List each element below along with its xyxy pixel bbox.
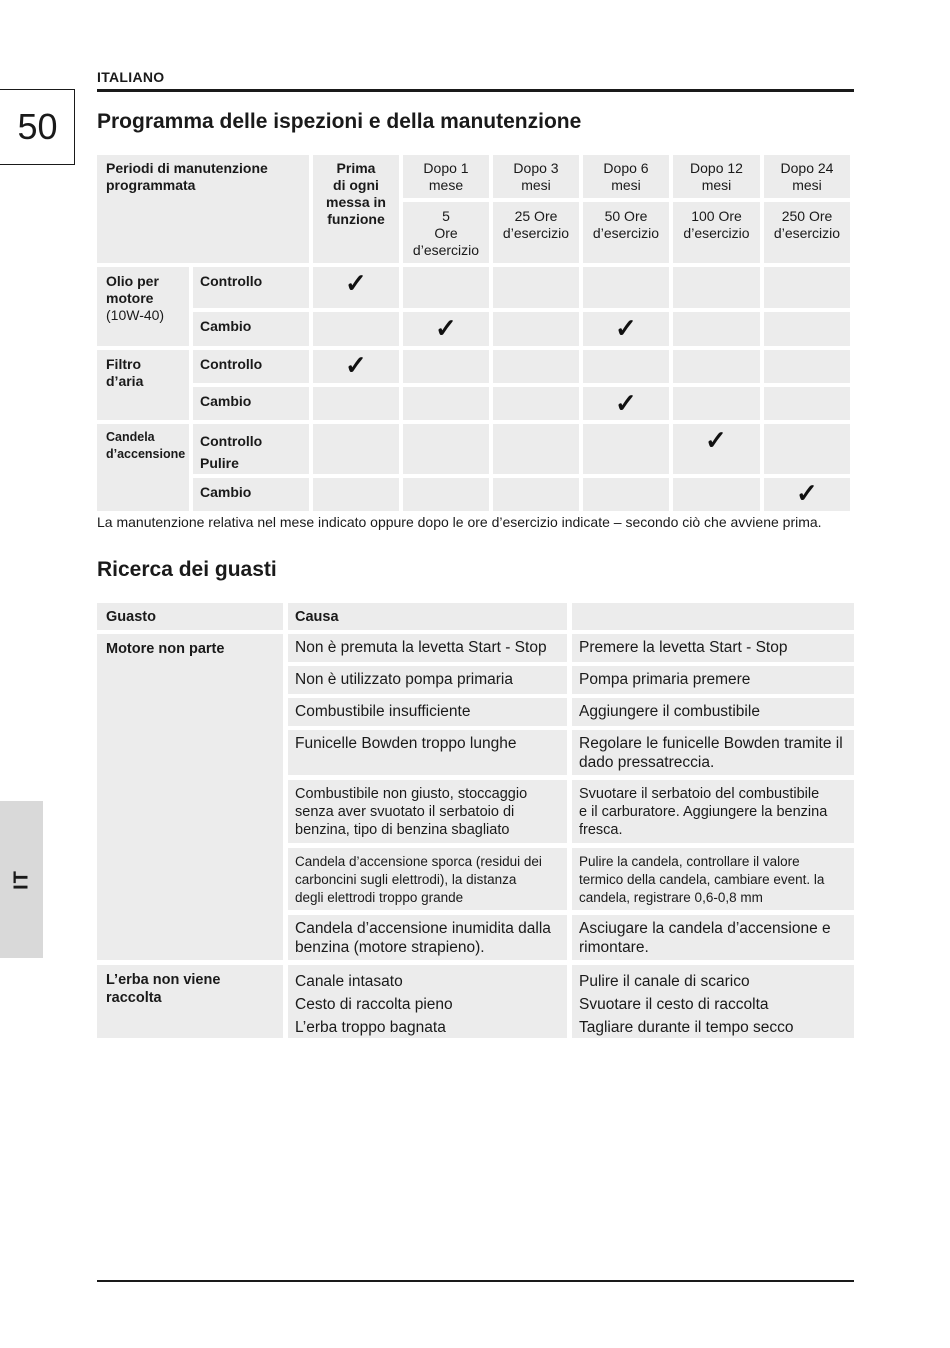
check-mark-icon: ✓: [615, 313, 637, 343]
grid-cell: [764, 387, 850, 420]
check-mark-icon: ✓: [705, 425, 727, 455]
plug-change-label: Cambio: [193, 478, 309, 511]
air-check-label: Controllo: [193, 350, 309, 383]
corner-header: Periodi di manutenzione programmata: [97, 155, 309, 263]
cause-cell: Candela d’accensione sporca (residui dei carboncini sugli elettrodi), la distanza degli elettrodi troppo grande: [288, 848, 567, 910]
period-months-1: Dopo 1 mese: [403, 155, 489, 198]
grass-remedies-cell: Pulire il canale di scarico Svuotare il cesto di raccolta Tagliare durante il tempo secco: [572, 965, 854, 1038]
grid-cell: [764, 350, 850, 383]
period-hours-3: 50 Ore d’esercizio: [583, 202, 669, 263]
language-label: ITALIANO: [97, 69, 165, 85]
language-side-tab: [0, 801, 43, 958]
oil-check-label: Controllo: [193, 267, 309, 308]
cause-cell: Non è utilizzato pompa primaria: [288, 666, 567, 694]
remedy-cell: Premere la levetta Start - Stop: [572, 634, 854, 662]
cause-cell: Combustibile insufficiente: [288, 698, 567, 726]
grid-cell: [583, 350, 669, 383]
air-group-label: Filtro d’aria: [97, 350, 189, 420]
language-code: IT: [10, 869, 32, 890]
grid-cell: [764, 267, 850, 308]
grid-cell: [493, 350, 579, 383]
grid-cell: [403, 387, 489, 420]
grid-cell: [673, 387, 760, 420]
oil-change-label: Cambio: [193, 312, 309, 346]
footer-rule: [97, 1280, 854, 1282]
check-mark-icon: ✓: [435, 313, 457, 343]
remedy-cell: Regolare le funicelle Bowden tramite il dado pressatreccia.: [572, 730, 854, 775]
check-mark-icon: ✓: [615, 388, 637, 418]
remedy-cell: Svuotare il serbatoio del combustibile e il carburatore. Aggiungere la benzina fresca.: [572, 780, 854, 843]
period-months-3: Dopo 6 mesi: [583, 155, 669, 198]
remedy-cell: Pompa primaria premere: [572, 666, 854, 694]
grid-cell: [493, 312, 579, 346]
grid-cell: [493, 267, 579, 308]
grid-cell: [493, 478, 579, 511]
first-use-header: Prima di ogni messa in funzione: [313, 155, 399, 263]
grid-cell: [313, 312, 399, 346]
grid-cell: [403, 424, 489, 474]
cause-cell: Candela d’accensione inumidita dalla benzina (motore strapieno).: [288, 915, 567, 960]
grid-cell: [493, 424, 579, 474]
grid-cell: [673, 312, 760, 346]
page-number: 50: [17, 106, 58, 147]
check-mark-icon: ✓: [796, 478, 818, 508]
maintenance-title: Programma delle ispezioni e della manutenzione: [97, 110, 582, 133]
remedy-header: [572, 603, 854, 630]
grid-cell: [583, 478, 669, 511]
fault-engine-not-starting: Motore non parte: [97, 634, 283, 960]
check-mark-icon: ✓: [345, 268, 367, 298]
grass-causes-cell: Canale intasato Cesto di raccolta pieno L’erba troppo bagnata: [288, 965, 567, 1038]
fault-grass-not-collected: L’erba non viene raccolta: [97, 965, 283, 1038]
grid-cell: [403, 478, 489, 511]
cause-cell: Combustibile non giusto, stoccaggio senza aver svuotato il serbatoio di benzina, tipo di benzina sbagliato: [288, 780, 567, 843]
remedy-cell: Aggiungere il combustibile: [572, 698, 854, 726]
fault-header: Guasto: [97, 603, 283, 630]
period-months-2: Dopo 3 mesi: [493, 155, 579, 198]
grid-cell: [403, 350, 489, 383]
period-hours-5: 250 Ore d’esercizio: [764, 202, 850, 263]
oil-group-label: Olio per motore (10W-40): [97, 267, 189, 346]
remedy-cell: Pulire la candela, controllare il valore termico della candela, cambiare event. la candela, registrare 0,6-0,8 mm: [572, 848, 854, 910]
grid-cell: [313, 478, 399, 511]
grid-cell: [583, 267, 669, 308]
grid-cell: [493, 387, 579, 420]
grid-cell: [403, 267, 489, 308]
period-hours-2: 25 Ore d’esercizio: [493, 202, 579, 263]
air-change-label: Cambio: [193, 387, 309, 420]
period-hours-4: 100 Ore d’esercizio: [673, 202, 760, 263]
period-months-5: Dopo 24 mesi: [764, 155, 850, 198]
grid-cell: [673, 350, 760, 383]
cause-cell: Non è premuta la levetta Start - Stop: [288, 634, 567, 662]
grid-cell: [673, 478, 760, 511]
grid-cell: [313, 424, 399, 474]
grid-cell: [764, 312, 850, 346]
cause-cell: Funicelle Bowden troppo lunghe: [288, 730, 567, 775]
grid-cell: [313, 387, 399, 420]
plug-group-label: Candela d’accensione: [97, 424, 189, 511]
cause-header: Causa: [288, 603, 567, 630]
maintenance-footnote: La manutenzione relativa nel mese indicato oppure dopo le ore d’esercizio indicate – secondo ciò che avviene prima.: [97, 514, 822, 530]
grid-cell: [583, 424, 669, 474]
check-mark-icon: ✓: [345, 350, 367, 380]
plug-check-label: Controllo Pulire: [193, 424, 309, 474]
period-months-4: Dopo 12 mesi: [673, 155, 760, 198]
period-hours-1: 5 Ore d’esercizio: [403, 202, 489, 263]
troubleshooting-title: Ricerca dei guasti: [97, 558, 277, 581]
grid-cell: [764, 424, 850, 474]
remedy-cell: Asciugare la candela d’accensione e rimontare.: [572, 915, 854, 960]
header-rule: [97, 89, 854, 92]
grid-cell: [673, 267, 760, 308]
